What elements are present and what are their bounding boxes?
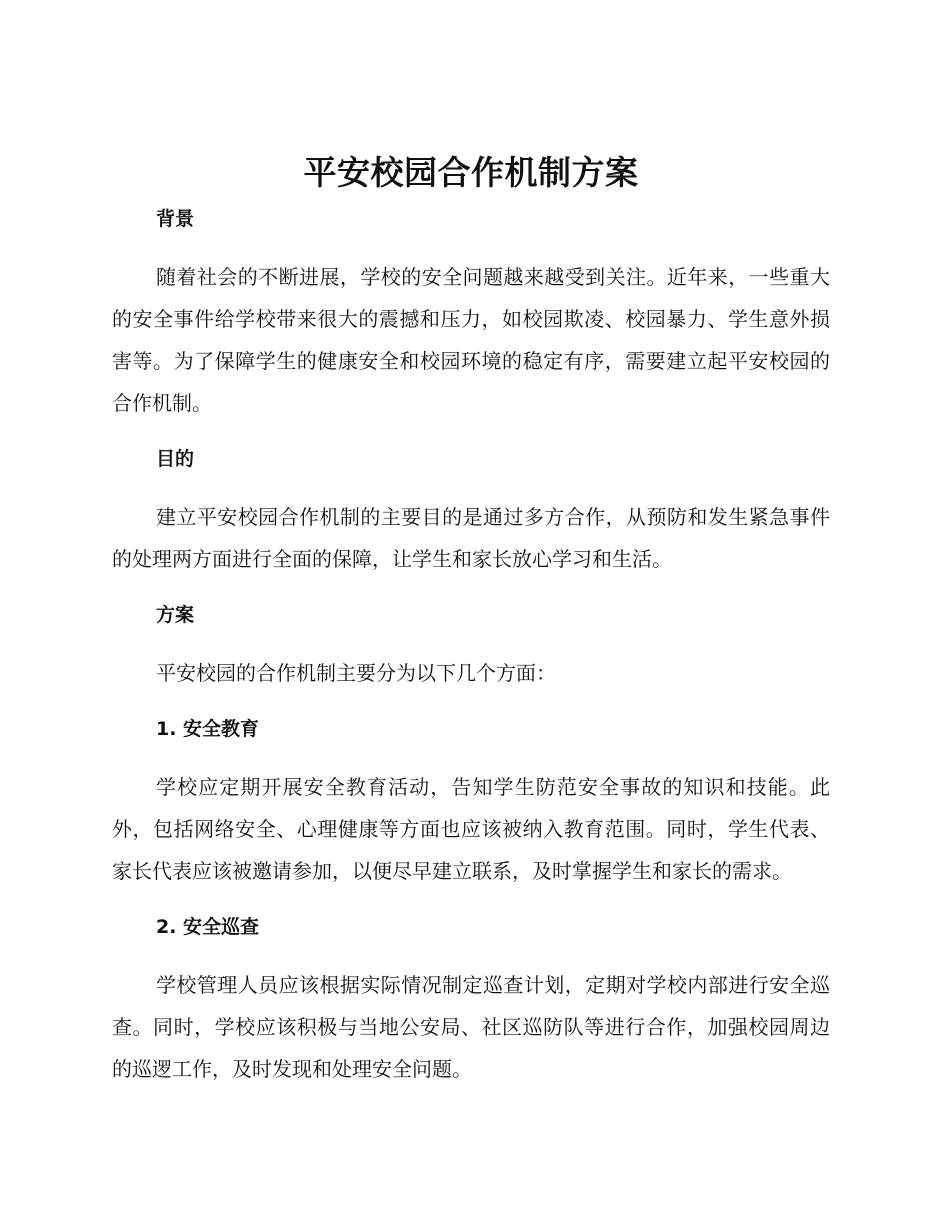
section-purpose: [112, 444, 830, 600]
paragraph-purpose: 建立平安校园合作机制的主要目的是通过多方合作，从预防和发生紧急事件的处理两方面进行全面的保障，让学生和家长放心学习和生活。: [112, 505, 830, 571]
document-body: [112, 148, 830, 1090]
section-safety-education: [112, 714, 830, 912]
section-background: [112, 204, 830, 444]
paragraph-plan: 平安校园的合作机制主要分为以下几个方面：: [156, 661, 556, 685]
section-heading-plan: 方案: [156, 604, 195, 626]
paragraph-safety-education: 学校应定期开展安全教育活动，告知学生防范安全事故的知识和技能。此外，包括网络安全、心理健康等方面也应该被纳入教育范围。同时，学生代表、家长代表应该被邀请参加，以便尽早建立联系，及时掌握学生和家长的需求。: [112, 775, 830, 883]
paragraph-safety-patrol: 学校管理人员应该根据实际情况制定巡查计划，定期对学校内部进行安全巡查。同时，学校应该积极与当地公安局、社区巡防队等进行合作，加强校园周边的巡逻工作，及时发现和处理安全问题。: [112, 973, 830, 1081]
section-heading-safety-patrol: 2. 安全巡查: [156, 916, 260, 938]
paragraph-background: 随着社会的不断进展，学校的安全问题越来越受到关注。近年来，一些重大的安全事件给学校带来很大的震撼和压力，如校园欺凌、校园暴力、学生意外损害等。为了保障学生的健康安全和校园环境的稳定有序，需要建立起平安校园的合作机制。: [112, 265, 830, 415]
section-heading-purpose: 目的: [156, 448, 195, 470]
section-heading-background: 背景: [156, 208, 195, 230]
section-plan: [112, 600, 830, 714]
section-heading-safety-education: 1. 安全教育: [156, 718, 260, 740]
section-safety-patrol: [112, 912, 830, 1090]
document-title: 平安校园合作机制方案: [303, 153, 639, 192]
